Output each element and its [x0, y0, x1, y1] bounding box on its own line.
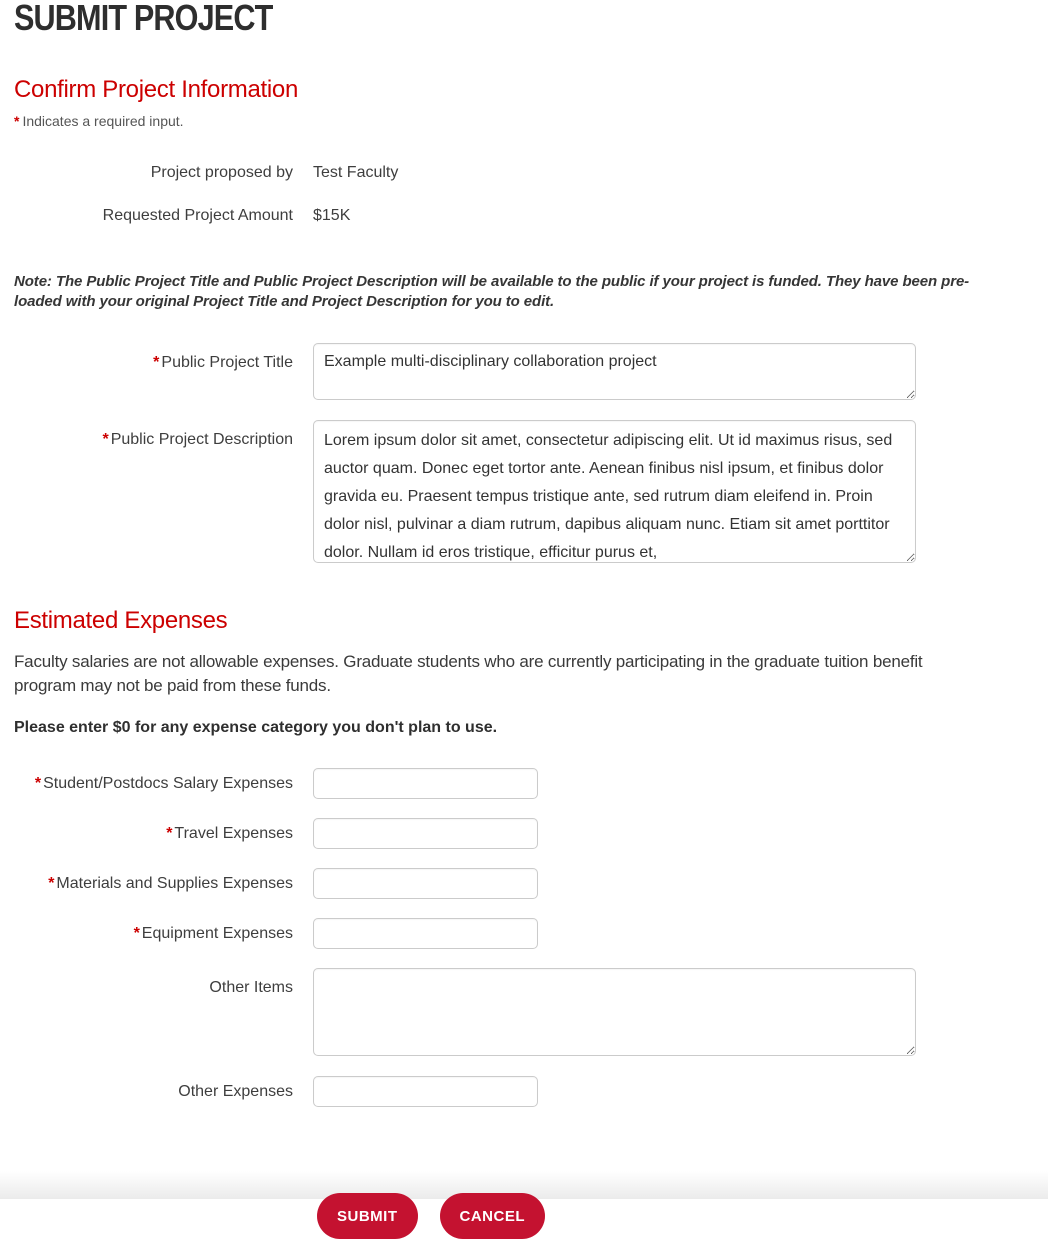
required-asterisk: * — [166, 824, 173, 842]
requested-project-amount-row — [14, 201, 1034, 231]
confirm-project-section — [14, 76, 1034, 563]
materials-supplies-expenses-input[interactable] — [313, 868, 538, 899]
public-project-description-textarea[interactable] — [313, 420, 916, 563]
expense-fields — [14, 768, 1034, 1107]
required-asterisk: * — [102, 431, 109, 448]
requested-project-amount-label: Requested Project Amount — [102, 207, 293, 224]
materials-supplies-expenses-label-text: Materials and Supplies Expenses — [56, 874, 293, 892]
public-project-title-row — [14, 343, 1034, 400]
public-project-title-label — [14, 343, 293, 373]
public-fields-note: Note: The Public Project Title and Public Project Description will be available to the public if your project is funded. They have been pre-loaded with your original Project Title and Project Description for you to edit. — [14, 273, 970, 310]
expenses-instruction: Please enter $0 for any expense category you don't plan to use. — [14, 719, 498, 736]
page-title: SUBMIT PROJECT — [14, 0, 273, 38]
travel-expenses-label — [14, 824, 293, 844]
required-note-text: Indicates a required input. — [22, 113, 184, 129]
travel-expenses-label-text: Travel Expenses — [174, 824, 293, 842]
public-project-description-label-text: Public Project Description — [110, 431, 293, 448]
other-expenses-label: Other Expenses — [178, 1082, 293, 1100]
required-asterisk: * — [14, 113, 20, 129]
student-postdocs-salary-expenses-label-text: Student/Postdocs Salary Expenses — [43, 774, 293, 792]
travel-expenses-row — [14, 818, 1034, 849]
required-note — [14, 113, 1034, 129]
required-asterisk: * — [153, 354, 160, 371]
required-asterisk: * — [133, 924, 140, 942]
project-proposed-by-value: Test Faculty — [313, 164, 399, 181]
form-actions — [14, 1193, 1034, 1239]
public-project-description-label — [14, 420, 293, 450]
required-asterisk: * — [48, 874, 55, 892]
other-items-row — [14, 968, 1034, 1056]
other-expenses-input[interactable] — [313, 1076, 538, 1107]
student-postdocs-salary-expenses-row — [14, 768, 1034, 799]
materials-supplies-expenses-row — [14, 868, 1034, 899]
estimated-expenses-section — [14, 607, 1034, 1107]
submit-button[interactable]: SUBMIT — [317, 1193, 418, 1239]
travel-expenses-input[interactable] — [313, 818, 538, 849]
requested-project-amount-value: $15K — [313, 207, 351, 224]
project-proposed-by-row — [14, 158, 1034, 188]
student-postdocs-salary-expenses-input[interactable] — [313, 768, 538, 799]
equipment-expenses-input[interactable] — [313, 918, 538, 949]
other-items-textarea[interactable] — [313, 968, 916, 1056]
other-expenses-row — [14, 1076, 1034, 1107]
public-project-description-row — [14, 420, 1034, 563]
readonly-fields — [14, 158, 1034, 231]
equipment-expenses-label — [14, 924, 293, 944]
other-items-label: Other Items — [209, 979, 293, 996]
materials-supplies-expenses-label — [14, 874, 293, 894]
cancel-button[interactable]: CANCEL — [440, 1193, 546, 1239]
required-asterisk: * — [34, 774, 42, 792]
confirm-section-heading: Confirm Project Information — [14, 76, 299, 103]
equipment-expenses-row — [14, 918, 1034, 949]
public-project-title-label-text: Public Project Title — [161, 354, 293, 371]
equipment-expenses-label-text: Equipment Expenses — [141, 924, 293, 942]
project-proposed-by-label: Project proposed by — [150, 164, 293, 181]
expenses-description: Faculty salaries are not allowable expenses. Graduate students who are currently participating in the graduate tuition benefit program may not be paid from these funds. — [14, 652, 923, 695]
expenses-section-heading: Estimated Expenses — [14, 607, 228, 634]
public-project-title-textarea[interactable] — [313, 343, 916, 400]
student-postdocs-salary-expenses-label — [14, 774, 293, 794]
